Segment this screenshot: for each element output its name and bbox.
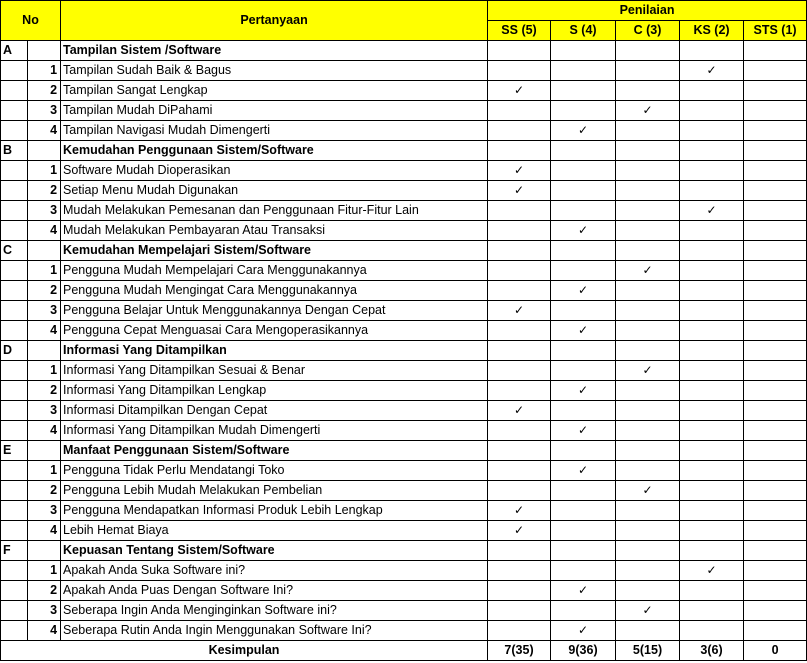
question-text: Mudah Melakukan Pemesanan dan Penggunaan Fitur-Fitur Lain [61, 201, 488, 221]
question-number: 2 [28, 181, 61, 201]
rating-cell [551, 201, 616, 221]
empty-cell [1, 61, 28, 81]
rating-cell [551, 561, 616, 581]
empty-cell [680, 141, 744, 161]
rating-cell [616, 501, 680, 521]
empty-cell [616, 541, 680, 561]
empty-cell [1, 321, 28, 341]
section-title: Manfaat Penggunaan Sistem/Software [61, 441, 488, 461]
question-number: 3 [28, 401, 61, 421]
rating-cell [616, 521, 680, 541]
rating-cell [744, 461, 807, 481]
rating-cell [616, 321, 680, 341]
check-icon: ✓ [680, 61, 744, 81]
empty-cell [28, 541, 61, 561]
question-text: Informasi Ditampilkan Dengan Cepat [61, 401, 488, 421]
question-row [1, 361, 807, 381]
question-text: Software Mudah Dioperasikan [61, 161, 488, 181]
empty-cell [551, 441, 616, 461]
header-scale-c: C (3) [616, 21, 680, 41]
empty-cell [1, 421, 28, 441]
rating-cell [744, 501, 807, 521]
question-number: 2 [28, 581, 61, 601]
rating-cell [616, 121, 680, 141]
rating-cell [680, 321, 744, 341]
empty-cell [551, 341, 616, 361]
check-icon: ✓ [488, 181, 551, 201]
question-text: Seberapa Rutin Anda Ingin Menggunakan Software Ini? [61, 621, 488, 641]
rating-cell [680, 421, 744, 441]
empty-cell [551, 41, 616, 61]
check-icon: ✓ [551, 381, 616, 401]
question-number: 4 [28, 621, 61, 641]
empty-cell [744, 141, 807, 161]
empty-cell [1, 461, 28, 481]
question-number: 2 [28, 81, 61, 101]
header-scale-ss: SS (5) [488, 21, 551, 41]
rating-cell [616, 61, 680, 81]
empty-cell [488, 41, 551, 61]
question-row [1, 201, 807, 221]
rating-cell [616, 201, 680, 221]
summary-value: 3(6) [680, 641, 744, 661]
rating-cell [744, 521, 807, 541]
empty-cell [1, 621, 28, 641]
question-number: 1 [28, 561, 61, 581]
rating-cell [680, 361, 744, 381]
empty-cell [616, 341, 680, 361]
rating-cell [616, 581, 680, 601]
check-icon: ✓ [680, 561, 744, 581]
question-number: 3 [28, 201, 61, 221]
rating-cell [488, 101, 551, 121]
question-number: 1 [28, 361, 61, 381]
rating-cell [488, 581, 551, 601]
question-text: Pengguna Tidak Perlu Mendatangi Toko [61, 461, 488, 481]
rating-cell [744, 581, 807, 601]
rating-cell [680, 281, 744, 301]
check-icon: ✓ [488, 81, 551, 101]
rating-cell [488, 261, 551, 281]
rating-cell [488, 621, 551, 641]
rating-cell [488, 421, 551, 441]
check-icon: ✓ [616, 361, 680, 381]
rating-cell [680, 461, 744, 481]
question-row [1, 421, 807, 441]
check-icon: ✓ [616, 261, 680, 281]
rating-cell [551, 261, 616, 281]
empty-cell [28, 341, 61, 361]
rating-cell [744, 101, 807, 121]
rating-cell [616, 81, 680, 101]
empty-cell [28, 241, 61, 261]
empty-cell [28, 41, 61, 61]
question-row [1, 261, 807, 281]
rating-cell [744, 321, 807, 341]
empty-cell [1, 301, 28, 321]
question-number: 4 [28, 121, 61, 141]
question-text: Pengguna Mendapatkan Informasi Produk Lebih Lengkap [61, 501, 488, 521]
empty-cell [1, 161, 28, 181]
rating-cell [680, 181, 744, 201]
empty-cell [1, 261, 28, 281]
rating-cell [744, 81, 807, 101]
rating-cell [616, 421, 680, 441]
question-row [1, 181, 807, 201]
question-text: Pengguna Lebih Mudah Melakukan Pembelian [61, 481, 488, 501]
rating-cell [680, 161, 744, 181]
question-row [1, 121, 807, 141]
rating-cell [551, 401, 616, 421]
rating-cell [616, 381, 680, 401]
question-number: 1 [28, 261, 61, 281]
check-icon: ✓ [488, 161, 551, 181]
rating-cell [744, 181, 807, 201]
rating-cell [551, 521, 616, 541]
empty-cell [551, 141, 616, 161]
empty-cell [1, 561, 28, 581]
check-icon: ✓ [616, 101, 680, 121]
empty-cell [488, 141, 551, 161]
question-row [1, 101, 807, 121]
rating-cell [551, 501, 616, 521]
check-icon: ✓ [488, 401, 551, 421]
check-icon: ✓ [551, 421, 616, 441]
header-scale-sts: STS (1) [744, 21, 807, 41]
empty-cell [616, 41, 680, 61]
question-number: 1 [28, 161, 61, 181]
question-row [1, 621, 807, 641]
section-code: D [1, 341, 28, 361]
question-row [1, 381, 807, 401]
summary-label: Kesimpulan [1, 641, 488, 661]
rating-cell [616, 221, 680, 241]
check-icon: ✓ [551, 581, 616, 601]
section-title: Kepuasan Tentang Sistem/Software [61, 541, 488, 561]
question-number: 3 [28, 101, 61, 121]
question-number: 1 [28, 61, 61, 81]
section-code: C [1, 241, 28, 261]
rating-cell [551, 481, 616, 501]
rating-cell [488, 321, 551, 341]
empty-cell [1, 101, 28, 121]
question-row [1, 81, 807, 101]
rating-cell [551, 81, 616, 101]
empty-cell [616, 441, 680, 461]
rating-cell [616, 161, 680, 181]
rating-cell [744, 401, 807, 421]
rating-cell [744, 61, 807, 81]
rating-cell [551, 61, 616, 81]
question-number: 1 [28, 461, 61, 481]
rating-cell [744, 481, 807, 501]
rating-cell [744, 201, 807, 221]
rating-cell [488, 561, 551, 581]
rating-cell [616, 301, 680, 321]
empty-cell [551, 541, 616, 561]
rating-cell [744, 601, 807, 621]
check-icon: ✓ [488, 301, 551, 321]
rating-cell [680, 121, 744, 141]
section-code: E [1, 441, 28, 461]
empty-cell [1, 501, 28, 521]
rating-cell [488, 121, 551, 141]
question-text: Informasi Yang Ditampilkan Sesuai & Benar [61, 361, 488, 381]
question-text: Informasi Yang Ditampilkan Mudah Dimengerti [61, 421, 488, 441]
rating-cell [551, 181, 616, 201]
question-number: 4 [28, 421, 61, 441]
section-row [1, 541, 807, 561]
rating-cell [488, 201, 551, 221]
question-number: 3 [28, 501, 61, 521]
question-text: Apakah Anda Puas Dengan Software Ini? [61, 581, 488, 601]
empty-cell [1, 601, 28, 621]
summary-value: 0 [744, 641, 807, 661]
empty-cell [1, 381, 28, 401]
question-text: Lebih Hemat Biaya [61, 521, 488, 541]
empty-cell [1, 81, 28, 101]
empty-cell [1, 281, 28, 301]
empty-cell [1, 361, 28, 381]
rating-cell [680, 261, 744, 281]
rating-cell [551, 301, 616, 321]
empty-cell [680, 541, 744, 561]
empty-cell [616, 141, 680, 161]
question-text: Tampilan Sangat Lengkap [61, 81, 488, 101]
empty-cell [744, 541, 807, 561]
empty-cell [1, 221, 28, 241]
rating-cell [680, 81, 744, 101]
check-icon: ✓ [551, 461, 616, 481]
check-icon: ✓ [488, 501, 551, 521]
empty-cell [488, 541, 551, 561]
question-row [1, 581, 807, 601]
question-row [1, 61, 807, 81]
section-row [1, 341, 807, 361]
question-row [1, 461, 807, 481]
empty-cell [488, 441, 551, 461]
empty-cell [680, 41, 744, 61]
rating-cell [744, 281, 807, 301]
question-text: Tampilan Sudah Baik & Bagus [61, 61, 488, 81]
rating-cell [551, 601, 616, 621]
summary-value: 5(15) [616, 641, 680, 661]
header-no: No [1, 1, 61, 41]
question-text: Apakah Anda Suka Software ini? [61, 561, 488, 581]
question-row [1, 501, 807, 521]
empty-cell [744, 41, 807, 61]
rating-cell [616, 561, 680, 581]
empty-cell [28, 441, 61, 461]
rating-cell [488, 361, 551, 381]
empty-cell [680, 441, 744, 461]
section-code: B [1, 141, 28, 161]
empty-cell [1, 481, 28, 501]
empty-cell [744, 341, 807, 361]
header-question: Pertanyaan [61, 1, 488, 41]
check-icon: ✓ [616, 481, 680, 501]
question-number: 4 [28, 221, 61, 241]
empty-cell [680, 341, 744, 361]
question-text: Tampilan Mudah DiPahami [61, 101, 488, 121]
question-row [1, 481, 807, 501]
rating-cell [488, 61, 551, 81]
rating-cell [680, 221, 744, 241]
rating-cell [744, 561, 807, 581]
section-row [1, 241, 807, 261]
check-icon: ✓ [551, 121, 616, 141]
question-number: 2 [28, 481, 61, 501]
rating-cell [488, 601, 551, 621]
question-text: Mudah Melakukan Pembayaran Atau Transaksi [61, 221, 488, 241]
rating-cell [551, 161, 616, 181]
question-number: 2 [28, 381, 61, 401]
question-row [1, 601, 807, 621]
rating-cell [744, 381, 807, 401]
question-number: 4 [28, 521, 61, 541]
empty-cell [1, 401, 28, 421]
rating-cell [680, 601, 744, 621]
rating-cell [680, 621, 744, 641]
question-text: Pengguna Belajar Untuk Menggunakannya Dengan Cepat [61, 301, 488, 321]
rating-cell [680, 401, 744, 421]
section-code: F [1, 541, 28, 561]
rating-cell [488, 481, 551, 501]
section-title: Tampilan Sistem /Software [61, 41, 488, 61]
header-scale-s: S (4) [551, 21, 616, 41]
rating-cell [680, 301, 744, 321]
question-row [1, 301, 807, 321]
check-icon: ✓ [680, 201, 744, 221]
rating-cell [744, 261, 807, 281]
empty-cell [28, 141, 61, 161]
question-row [1, 221, 807, 241]
empty-cell [744, 241, 807, 261]
question-number: 2 [28, 281, 61, 301]
empty-cell [744, 441, 807, 461]
question-text: Informasi Yang Ditampilkan Lengkap [61, 381, 488, 401]
rating-cell [744, 421, 807, 441]
rating-cell [680, 581, 744, 601]
rating-cell [488, 461, 551, 481]
empty-cell [1, 181, 28, 201]
table-body [1, 41, 807, 641]
section-title: Informasi Yang Ditampilkan [61, 341, 488, 361]
section-code: A [1, 41, 28, 61]
rating-cell [744, 621, 807, 641]
question-row [1, 521, 807, 541]
rating-cell [744, 121, 807, 141]
rating-cell [616, 461, 680, 481]
rating-cell [551, 101, 616, 121]
rating-cell [616, 281, 680, 301]
rating-cell [680, 481, 744, 501]
rating-cell [680, 381, 744, 401]
rating-cell [744, 221, 807, 241]
empty-cell [616, 241, 680, 261]
rating-cell [488, 221, 551, 241]
rating-cell [488, 281, 551, 301]
question-number: 3 [28, 601, 61, 621]
question-text: Setiap Menu Mudah Digunakan [61, 181, 488, 201]
rating-cell [680, 501, 744, 521]
section-row [1, 141, 807, 161]
rating-cell [551, 361, 616, 381]
summary-value: 9(36) [551, 641, 616, 661]
empty-cell [551, 241, 616, 261]
check-icon: ✓ [551, 221, 616, 241]
empty-cell [1, 581, 28, 601]
check-icon: ✓ [551, 621, 616, 641]
check-icon: ✓ [616, 601, 680, 621]
question-number: 4 [28, 321, 61, 341]
empty-cell [1, 201, 28, 221]
empty-cell [680, 241, 744, 261]
empty-cell [488, 341, 551, 361]
section-title: Kemudahan Mempelajari Sistem/Software [61, 241, 488, 261]
section-title: Kemudahan Penggunaan Sistem/Software [61, 141, 488, 161]
header-scale-ks: KS (2) [680, 21, 744, 41]
summary-row [1, 641, 807, 661]
rating-cell [744, 161, 807, 181]
question-text: Seberapa Ingin Anda Menginginkan Software ini? [61, 601, 488, 621]
question-text: Pengguna Mudah Mengingat Cara Menggunakannya [61, 281, 488, 301]
question-text: Pengguna Cepat Menguasai Cara Mengoperasikannya [61, 321, 488, 341]
section-row [1, 441, 807, 461]
question-row [1, 561, 807, 581]
question-row [1, 161, 807, 181]
check-icon: ✓ [551, 281, 616, 301]
check-icon: ✓ [488, 521, 551, 541]
question-row [1, 321, 807, 341]
question-number: 3 [28, 301, 61, 321]
question-row [1, 401, 807, 421]
section-row [1, 41, 807, 61]
rating-cell [616, 181, 680, 201]
empty-cell [1, 121, 28, 141]
rating-cell [744, 301, 807, 321]
rating-cell [616, 621, 680, 641]
header-rating: Penilaian [488, 1, 807, 21]
summary-value: 7(35) [488, 641, 551, 661]
question-row [1, 281, 807, 301]
rating-cell [680, 101, 744, 121]
check-icon: ✓ [551, 321, 616, 341]
question-text: Pengguna Mudah Mempelajari Cara Menggunakannya [61, 261, 488, 281]
empty-cell [1, 521, 28, 541]
rating-cell [488, 381, 551, 401]
empty-cell [488, 241, 551, 261]
question-text: Tampilan Navigasi Mudah Dimengerti [61, 121, 488, 141]
rating-cell [680, 521, 744, 541]
rating-cell [616, 401, 680, 421]
rating-cell [744, 361, 807, 381]
